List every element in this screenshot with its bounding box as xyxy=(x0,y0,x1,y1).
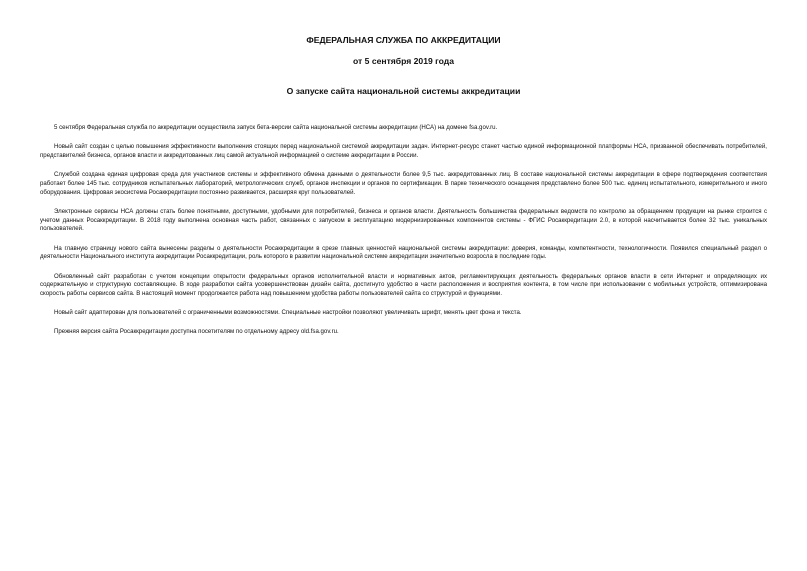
paragraph-old-version: Прежняя версия сайта Росаккредитации доступна посетителям по отдельному адресу old.fsa.gov.ru. xyxy=(54,328,339,336)
document-title: О запуске сайта национальной системы аккредитации xyxy=(286,86,521,96)
paragraph-launch: 5 сентября Федеральная служба по аккредитации осуществила запуск бета-версии сайта национальной системы аккредитации (НСА) на домене fsa.gov.ru. xyxy=(54,124,498,131)
paragraph-digital-environment: Службой создана единая цифровая среда для участников системы и эффективного обмена данными о деятельности более 9,5 тыс. аккредитованных лиц. В составе национальной системы аккредитации в сфере подтверждения соответствия работает более 145 тыс. сотрудников испытательных лабораторий, метрологических служб, органов инспекции и органов по сертификации. В парке технического оснащения представлено более 500 тыс. единиц испытательного, измерительного и иного оборудования. Цифровая экосистема Росаккредитации постоянно развивается, расширяя круг пользователей. xyxy=(40,171,767,196)
paragraph-updated-site: Обновленный сайт разработан с учетом концепции открытости федеральных органов исполнительной власти и нормативных актов, регламентирующих деятельность федеральных органов власти в сети Интернет и определяющих их содержательную и структурную составляющие. В ходе разработки сайта усовершенствован дизайн сайта, достигнуто удобство в части расположения и восприятия контента, в том числе при использовании с мобильных устройств, оптимизирована скорость работы сервисов сайта. В настоящий момент продолжается работа над повышением удобства работы пользователей сайта со структурой и функциями. xyxy=(40,272,767,297)
paragraph-accessibility: Новый сайт адаптирован для пользователей с ограниченными возможностями. Специальные настройки позволяют увеличивать шрифт, менять цвет фона и текста. xyxy=(54,309,522,317)
date-line: от 5 сентября 2019 года xyxy=(353,56,454,66)
paragraph-electronic-services: Электронные сервисы НСА должны стать более понятными, доступными, удобными для потребителей, бизнеса и органов власти. Деятельность большинства федеральных ведомств по контролю за обращением продукции на рынке строится с учетом данных Росаккредитации. В 2018 году выполнена основная часть работ, связанных с запуском в эксплуатацию модернизированных компонентов системы - ФГИС Росаккредитации 2.0, в которой насчитывается более 32 тыс. уникальных пользователей. xyxy=(40,207,767,233)
document-body xyxy=(40,124,767,348)
paragraph-purpose: Новый сайт создан с целью повышения эффективности выполнения стоящих перед национальной системой аккредитации задач. Интернет-ресурс станет частью единой информационной платформы НСА, призванной обеспечивать потребителей, представителей бизнеса, органов власти и аккредитованных лиц самой актуальной информацией о системе аккредитации в России. xyxy=(40,143,767,159)
organization-heading: ФЕДЕРАЛЬНАЯ СЛУЖБА ПО АККРЕДИТАЦИИ xyxy=(306,35,501,45)
paragraph-homepage-sections: На главную страницу нового сайта вынесены разделы о деятельности Росаккредитации в срезе главных ценностей национальной системы аккредитации: доверия, команды, компетентности, технологичности. Появился специальный раздел о деятельности Национального института аккредитации Росаккредитации, роль которого в развитии национальной системе аккредитации значительно возросла в последние годы. xyxy=(40,244,767,261)
